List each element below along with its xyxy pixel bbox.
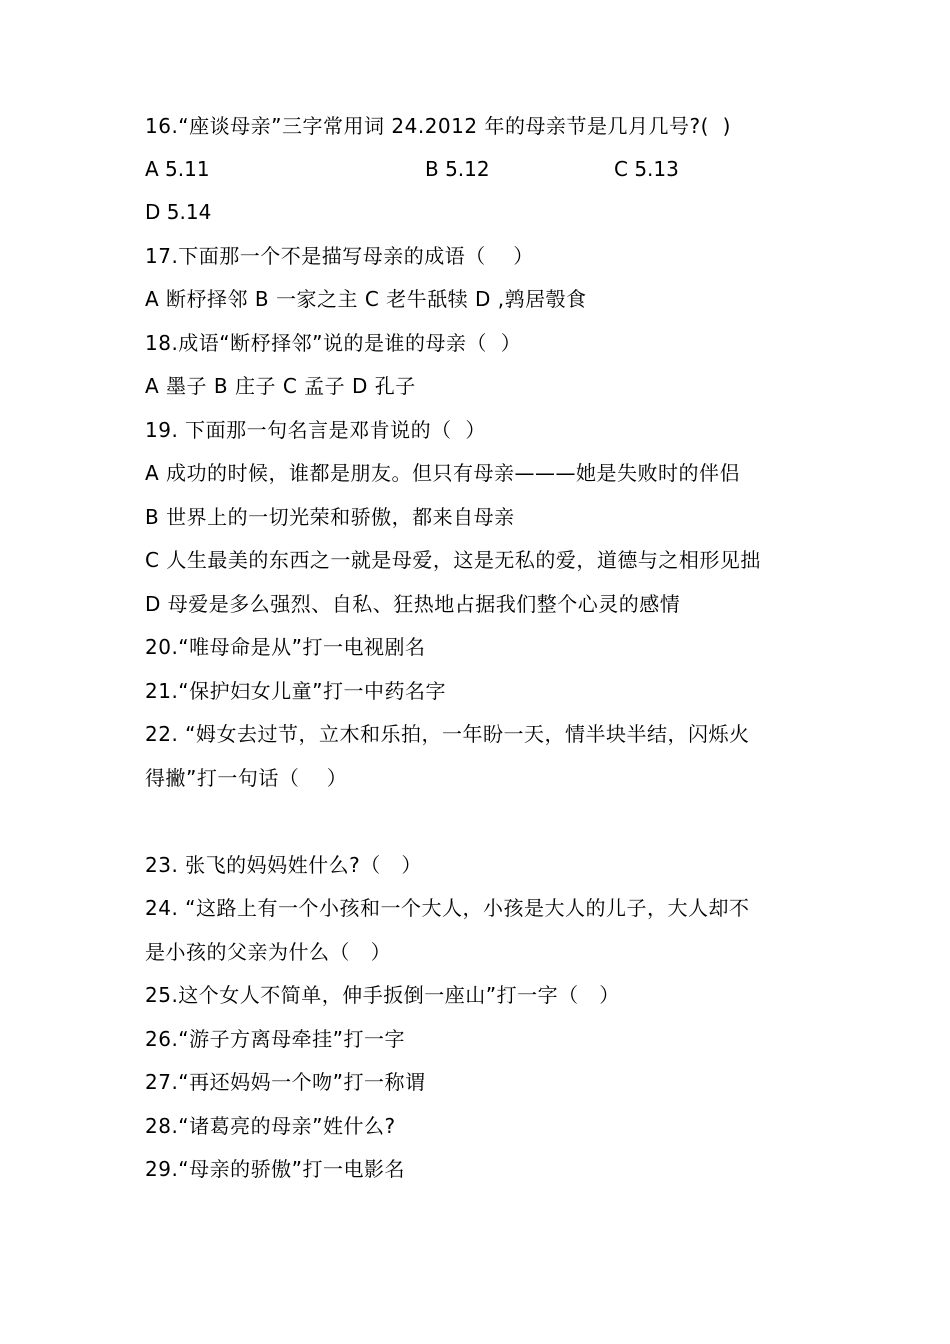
q19-option-d: D 母爱是多么强烈、自私、狂热地占据我们整个心灵的感情: [145, 592, 681, 616]
q16-option-d: D 5.14: [145, 200, 212, 224]
question-22-line-2: 得撇”打一句话（ ）: [145, 766, 348, 790]
question-20: 20.“唯母命是从”打一电视剧名: [145, 635, 426, 659]
question-27: 27.“再还妈妈一个吻”打一称谓: [145, 1070, 426, 1094]
q19-option-c: C 人生最美的东西之一就是母爱，这是无私的爱，道德与之相形见拙: [145, 548, 761, 572]
question-19: 19. 下面那一句名言是邓肯说的（ ）: [145, 418, 486, 442]
question-21: 21.“保护妇女儿童”打一中药名字: [145, 679, 447, 703]
question-23: 23. 张飞的妈妈姓什么?（ ）: [145, 853, 422, 877]
q16-option-b: B 5.12: [425, 157, 490, 181]
q17-options: A 断杼择邻 B 一家之主 C 老牛舐犊 D ,鹑居彀食: [145, 287, 587, 311]
q19-option-a: A 成功的时候，谁都是朋友。但只有母亲———她是失败时的伴侣: [145, 461, 741, 485]
question-16: 16.“座谈母亲”三字常用词 24.2012 年的母亲节是几月几号?( ): [145, 114, 731, 138]
q16-option-a: A 5.11: [145, 157, 210, 181]
question-24-line-2: 是小孩的父亲为什么（ ）: [145, 940, 392, 964]
q16-option-c: C 5.13: [614, 157, 679, 181]
q18-options: A 墨子 B 庄子 C 孟子 D 孔子: [145, 374, 416, 398]
question-26: 26.“游子方离母牵挂”打一字: [145, 1027, 406, 1051]
question-22-line-1: 22. “姆女去过节，立木和乐拍，一年盼一天，情半块半结，闪烁火: [145, 722, 750, 746]
q19-option-b: B 世界上的一切光荣和骄傲，都来自母亲: [145, 505, 515, 529]
question-24-line-1: 24. “这路上有一个小孩和一个大人，小孩是大人的儿子，大人却不: [145, 896, 750, 920]
question-25: 25.这个女人不简单，伸手扳倒一座山”打一字（ ）: [145, 983, 620, 1007]
question-28: 28.“诸葛亮的母亲”姓什么?: [145, 1114, 396, 1138]
question-17: 17.下面那一个不是描写母亲的成语（ ）: [145, 244, 534, 268]
question-29: 29.“母亲的骄傲”打一电影名: [145, 1157, 406, 1181]
question-18: 18.成语“断杼择邻”说的是谁的母亲（ ）: [145, 331, 522, 355]
